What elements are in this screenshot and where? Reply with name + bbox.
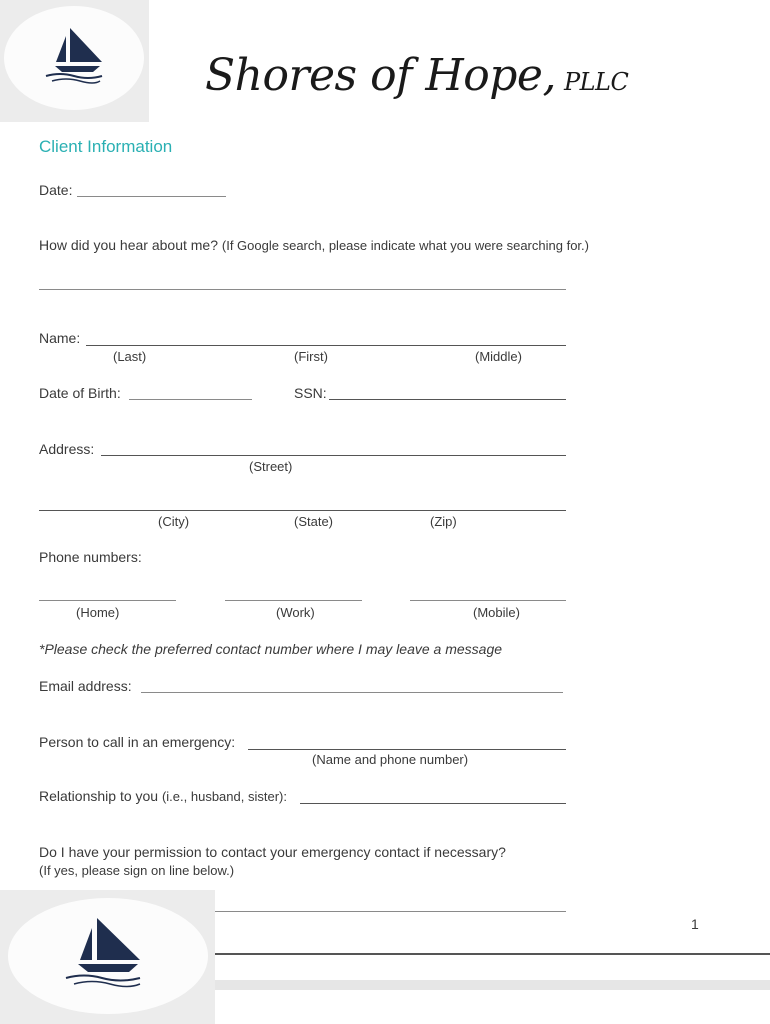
dob-field[interactable] (129, 399, 252, 400)
phone-note: *Please check the preferred contact number where I may leave a message (39, 641, 503, 657)
sailboat-icon (0, 0, 149, 122)
sailboat-icon (0, 890, 215, 1024)
relationship-note: (i.e., husband, sister): (161, 789, 287, 804)
date-field[interactable] (77, 196, 226, 197)
permission-question: Do I have your permission to contact your emergency contact if necessary? (39, 844, 506, 860)
relationship-label: Relationship to you (39, 788, 159, 804)
date-label: Date: (39, 182, 73, 198)
permission-note: (If yes, please sign on line below.) (39, 863, 235, 878)
hear-note: (If Google search, please indicate what you were searching for.) (221, 238, 589, 253)
home-caption: (Home) (76, 605, 120, 620)
ssn-field[interactable] (329, 399, 566, 400)
relationship-question (39, 788, 287, 804)
street-field[interactable] (101, 455, 566, 456)
city-caption: (City) (158, 514, 190, 529)
footer-rule (215, 953, 770, 955)
state-caption: (State) (294, 514, 334, 529)
email-label: Email address: (39, 678, 132, 694)
name-first-caption: (First) (294, 349, 328, 364)
hear-field[interactable] (39, 289, 566, 290)
name-label: Name: (39, 330, 81, 346)
email-field[interactable] (141, 692, 563, 693)
emergency-field[interactable] (248, 749, 566, 750)
signature-field[interactable] (215, 911, 566, 912)
phone-label: Phone numbers: (39, 549, 142, 565)
page-number: 1 (691, 916, 699, 932)
emergency-caption: (Name and phone number) (312, 752, 469, 767)
street-caption: (Street) (249, 459, 293, 474)
work-phone-field[interactable] (225, 600, 362, 601)
ssn-label: SSN: (294, 385, 327, 401)
name-field[interactable] (86, 345, 566, 346)
relationship-field[interactable] (300, 803, 566, 804)
hear-label: How did you hear about me? (39, 237, 218, 253)
brand-name: Shores of Hope, (205, 50, 556, 101)
logo-top (0, 0, 149, 122)
name-middle-caption: (Middle) (475, 349, 522, 364)
brand-suffix: PLLC (563, 68, 629, 96)
mobile-phone-field[interactable] (410, 600, 566, 601)
address-label: Address: (39, 441, 95, 457)
city-state-zip-field[interactable] (39, 510, 566, 511)
hear-question (39, 237, 589, 253)
brand-title (205, 50, 628, 101)
name-last-caption: (Last) (113, 349, 147, 364)
home-phone-field[interactable] (39, 600, 176, 601)
logo-bottom (0, 890, 215, 1024)
zip-caption: (Zip) (430, 514, 457, 529)
footer-bar (215, 980, 770, 990)
mobile-caption: (Mobile) (473, 605, 520, 620)
dob-label: Date of Birth: (39, 385, 121, 401)
section-title: Client Information (39, 137, 173, 156)
work-caption: (Work) (276, 605, 315, 620)
emergency-label: Person to call in an emergency: (39, 734, 236, 750)
